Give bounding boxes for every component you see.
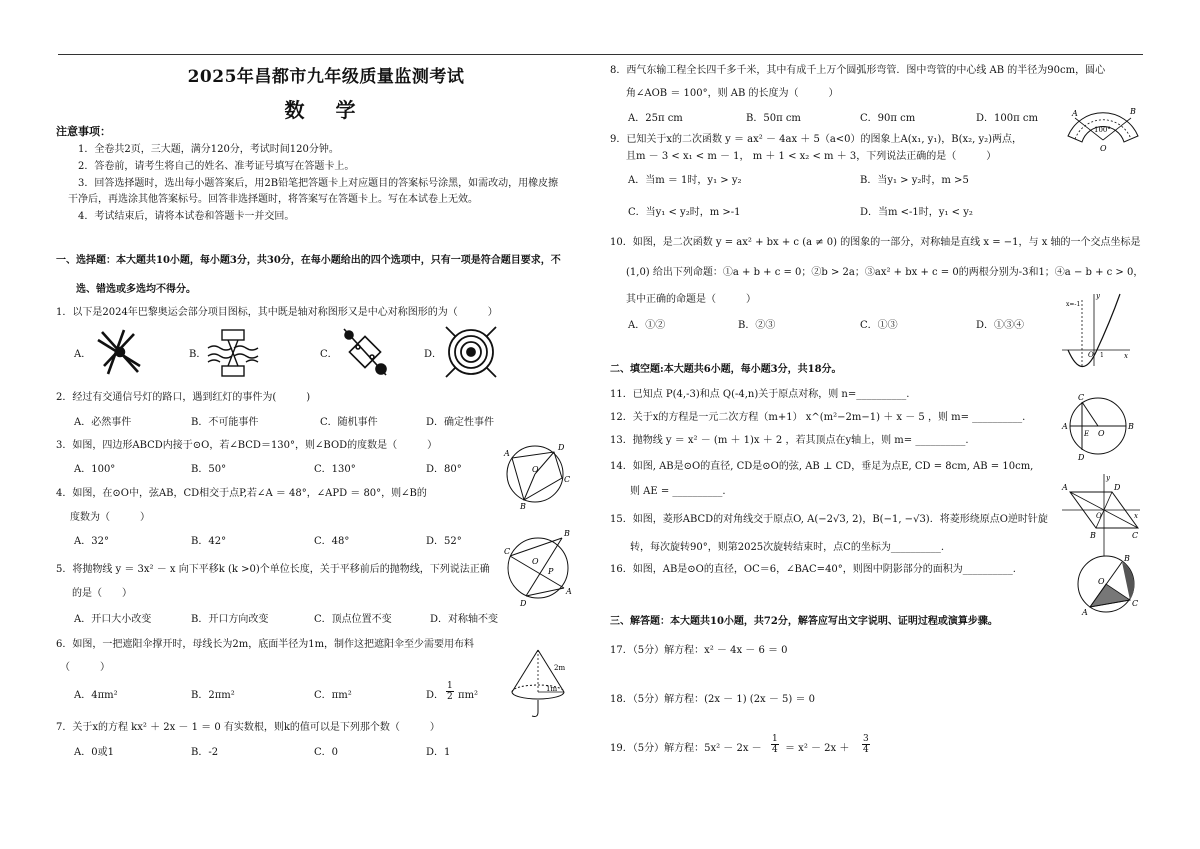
label-a: A: [1072, 109, 1078, 118]
q8-option-c: C．90π cm: [860, 113, 916, 124]
note-item: 3．回答选择题时，选出每小题答案后，用2B铅笔把答题卡上对应题目的答案标号涂黑，如需改动，用橡皮擦: [78, 178, 559, 189]
axis-x: x: [1134, 512, 1138, 520]
label-a: A: [1082, 608, 1088, 616]
label-p: P: [548, 567, 554, 576]
q4-stem-cont: 度数为（ ）: [70, 512, 150, 523]
origin: O: [1088, 351, 1094, 359]
section2-heading: 二、填空题:本大题共6小题，每小题3分，共18分。: [610, 364, 842, 375]
axis-y: y: [1096, 292, 1100, 300]
label-d: D: [520, 599, 527, 608]
label-b: B: [1124, 554, 1130, 563]
q19-fraction-1: 1 4: [772, 734, 778, 755]
label-a: A: [566, 587, 572, 596]
q8-option-a: A．25π cm: [628, 113, 683, 124]
label-b: B: [1130, 107, 1136, 116]
q9-option-a: A．当m ＝ 1时，y₁ > y₂: [628, 175, 742, 186]
q15-figure: [1060, 472, 1142, 558]
note-item: 2．答卷前，请考生将自己的姓名、准考证号填写在答题卡上。: [78, 161, 355, 172]
q1-icon-b: [206, 328, 260, 378]
q14-figure: [1060, 390, 1136, 460]
q5-option-b: B．开口方向改变: [191, 614, 269, 625]
q19-stem: 19．（5分）解方程：5x² － 2x －: [610, 743, 762, 754]
q1-icon-a: [94, 326, 146, 378]
label-b: B: [1128, 422, 1134, 431]
q3-option-c: C．130°: [314, 464, 356, 475]
note-item: 4．考试结束后，请将本试卷和答题卡一并交回。: [78, 211, 295, 222]
q5-option-d: D．对称轴不变: [430, 614, 499, 625]
label-slant: 2m: [554, 664, 566, 672]
q4-option-c: C．48°: [314, 536, 350, 547]
label-b: B: [564, 529, 570, 538]
q8-stem: 8．西气东输工程全长四千多千米，其中有成千上万个圆弧形弯管．图中弯管的中心线 AB 的半径为90cm，圆心: [610, 65, 1106, 76]
axis-y: y: [1106, 474, 1110, 482]
q2-option-c: C．随机事件: [320, 417, 378, 428]
q17-stem: 17．（5分）解方程：x² － 4x － 6 ＝ 0: [610, 645, 788, 656]
q2-option-a: A．必然事件: [74, 417, 132, 428]
label-e: E: [1084, 430, 1090, 438]
q7-stem: 7．关于x的方程 kx² ＋ 2x － 1 ＝ 0 有实数根，则k的值可以是下列那个数（ ）: [56, 722, 440, 733]
label-d: D: [1114, 483, 1121, 492]
label-o: O: [532, 557, 539, 566]
label-c: C: [1078, 393, 1085, 402]
q3-figure: [500, 436, 570, 510]
q6-option-d: D．: [426, 690, 445, 701]
q6-option-d-fraction: 1 2: [447, 681, 453, 702]
axis-of-symmetry: x=-1: [1066, 301, 1081, 308]
label-c: C: [504, 547, 511, 556]
q10-option-b: B．②③: [738, 320, 776, 331]
label-c: C: [1132, 599, 1139, 608]
q6-stem: 6．如图，一把遮阳伞撑开时，母线长为2m，底面半径为1m，制作这把遮阳伞至少需要用布料: [56, 639, 475, 650]
label-o: O: [1098, 577, 1105, 586]
q9-option-c: C．当y₁ < y₂时，m >-1: [628, 207, 741, 218]
q1-icon-d: [444, 325, 498, 379]
q10-option-a: A．①②: [628, 320, 666, 331]
q8-stem-cont: 角∠AOB ＝ 100°，则 AB 的长度为（ ）: [626, 88, 839, 99]
axis-x: x: [1124, 352, 1128, 360]
label-a: A: [1062, 483, 1068, 492]
q13-stem: 13．抛物线 y ＝ x² － (m ＋ 1)x ＋ 2 ，若其顶点在y轴上，则 m= __________.: [610, 435, 969, 446]
section1-heading: 一、选择题：本大题共10小题，每小题3分，共30分，在每小题给出的四个选项中，只有一项是符合题目要求，不: [56, 255, 561, 266]
label-b: B: [1090, 531, 1096, 540]
q1-option-b: B．: [189, 349, 207, 360]
note-item: 干净后，再选涂其他答案标号。回答非选择题时，将答案写在答题卡上。写在本试卷上无效。: [68, 194, 478, 205]
q2-option-d: D．确定性事件: [426, 417, 495, 428]
q1-option-a: A．: [74, 349, 92, 360]
q7-option-d: D．1: [426, 747, 451, 758]
q4-stem: 4．如图，在⊙O中，弦AB，CD相交于点P,若∠A ＝ 48°，∠APD ＝ 80°，则∠B的: [56, 488, 427, 499]
q8-option-d: D．100π cm: [976, 113, 1038, 124]
q10-figure: [1060, 290, 1132, 368]
q8-option-b: B．50π cm: [746, 113, 801, 124]
tick-1: 1: [1100, 352, 1104, 359]
q5-option-a: A．开口大小改变: [74, 614, 152, 625]
q5-option-c: C．顶点位置不变: [314, 614, 392, 625]
q6-option-a: A．4πm²: [74, 690, 118, 701]
q7-option-b: B．-2: [191, 747, 219, 758]
section3-heading: 三、解答题：本大题共10小题，共72分，解答应写出文字说明、证明过程或演算步骤。: [610, 616, 998, 627]
q6-option-b: B．2πm²: [191, 690, 235, 701]
q1-icon-c: [338, 325, 392, 379]
note-item: 1．全卷共2页，三大题，满分120分，考试时间120分钟。: [78, 144, 339, 155]
q7-option-c: C．0: [314, 747, 339, 758]
q16-figure: [1070, 554, 1140, 616]
q19-middle: ＝ x² － 2x ＋: [785, 743, 850, 754]
q3-stem: 3．如图，四边形ABCD内接于⊙O，若∠BCD＝130°，则∠BOD的度数是（ ）: [56, 440, 438, 451]
notes-heading: 注意事项：: [56, 125, 111, 138]
q4-option-b: B．42°: [191, 536, 227, 547]
label-o: O: [1098, 429, 1105, 438]
q2-option-b: B．不可能事件: [191, 417, 259, 428]
q14-stem-cont: 则 AE = __________.: [630, 486, 726, 497]
q4-option-d: D．52°: [426, 536, 462, 547]
q1-stem: 1．以下是2024年巴黎奥运会部分项目图标，其中既是轴对称图形又是中心对称图形的为（ ）: [56, 307, 498, 318]
q18-stem: 18．（5分）解方程：(2x － 1) (2x － 5) ＝ 0: [610, 694, 816, 705]
label-o: O: [532, 465, 539, 474]
q1-option-d: D．: [424, 349, 443, 360]
q5-stem: 5．将抛物线 y ＝ 3x² － x 向下平移k (k >0)个单位长度，关于平移前后的抛物线，下列说法正确: [56, 564, 490, 575]
q9-option-d: D．当m <-1时，y₁ < y₂: [860, 207, 973, 218]
q10-option-c: C．①③: [860, 320, 898, 331]
label-b: B: [520, 502, 526, 510]
label-d: D: [558, 443, 565, 452]
subject-title: 数 学: [284, 98, 368, 122]
q10-stem: 10．如图，是二次函数 y = ax² + bx + c (a ≠ 0) 的图象的一部分，对称轴是直线 x = −1，与 x 轴的一个交点坐标是: [610, 237, 1141, 248]
q4-figure: [504, 526, 576, 608]
origin: O: [1096, 512, 1102, 520]
q6-option-c: C．πm²: [314, 690, 352, 701]
q9-option-b: B．当y₁ > y₂时，m >5: [860, 175, 969, 186]
q15-stem-cont: 转，每次旋转90°，则第2025次旋转结束时，点C的坐标为__________.: [630, 542, 945, 553]
q5-stem-cont: 的是（ ）: [72, 588, 132, 599]
q8-figure: [1062, 94, 1144, 154]
q9-stem-cont: 且m － 3 < x₁ < m － 1， m ＋ 1 < x₂ < m ＋ 3，下列说法正确的是（ ）: [626, 151, 997, 162]
q3-option-a: A．100°: [74, 464, 116, 475]
q4-option-a: A．32°: [74, 536, 109, 547]
q12-stem: 12．关于x的方程是一元二次方程（m+1） x^(m²−2m−1) ＋ x － 5 ，则 m= __________.: [610, 412, 1026, 423]
q19-fraction-2: 3 4: [863, 734, 869, 755]
exam-title: 2025年昌都市九年级质量监测考试: [187, 67, 465, 87]
q9-stem: 9．已知关于x的二次函数 y ＝ ax² － 4ax ＋ 5（a<0）的图象上A(x₁, y₁)，B(x₂, y₂)两点，: [610, 134, 1023, 145]
q6-figure: [508, 648, 570, 722]
section1-heading-cont: 选、错选或多选均不得分。: [76, 284, 196, 295]
label-radius: 1m: [546, 685, 558, 693]
label-a: A: [504, 449, 510, 458]
label-d: D: [1078, 453, 1085, 460]
q7-option-a: A．0或1: [74, 747, 114, 758]
q11-stem: 11．已知点 P(4,-3)和点 Q(-4,n)关于原点对称，则 n=__________.: [610, 389, 910, 400]
q14-stem: 14．如图, AB是⊙O的直径, CD是⊙O的弦, AB ⊥ CD，垂足为点E, CD = 8cm, AB = 10cm,: [610, 461, 1034, 472]
label-o: O: [1100, 144, 1107, 153]
q6-stem-cont: （ ）: [60, 662, 110, 673]
q2-stem: 2．经过有交通信号灯的路口，遇到红灯的事件为( ): [56, 392, 311, 403]
q3-option-d: D．80°: [426, 464, 462, 475]
q3-option-b: B．50°: [191, 464, 227, 475]
label-angle: 100°: [1094, 126, 1111, 134]
q15-stem: 15．如图，菱形ABCD的对角线交于原点O, A(−2√3, 2)，B(−1, −√3)．将菱形绕原点O逆时针旋: [610, 514, 1048, 525]
label-c: C: [564, 475, 570, 484]
top-rule: [58, 54, 1143, 55]
label-a: A: [1062, 422, 1068, 431]
q1-option-c: C．: [320, 349, 338, 360]
q6-option-d-unit: πm²: [458, 690, 479, 701]
label-c: C: [1132, 531, 1139, 540]
q10-stem-cont2: 其中正确的命题是（ ）: [626, 294, 756, 305]
q16-stem: 16．如图，AB是⊙O的直径，OC＝6，∠BAC=40°，则图中阴影部分的面积为__________.: [610, 564, 1016, 575]
q10-stem-cont: (1,0) 给出下列命题：①a + b + c = 0；②b > 2a；③ax² + bx + c = 0的两根分别为-3和1；④a − b + c > 0，: [626, 267, 1144, 278]
q10-option-d: D．①③④: [976, 320, 1025, 331]
